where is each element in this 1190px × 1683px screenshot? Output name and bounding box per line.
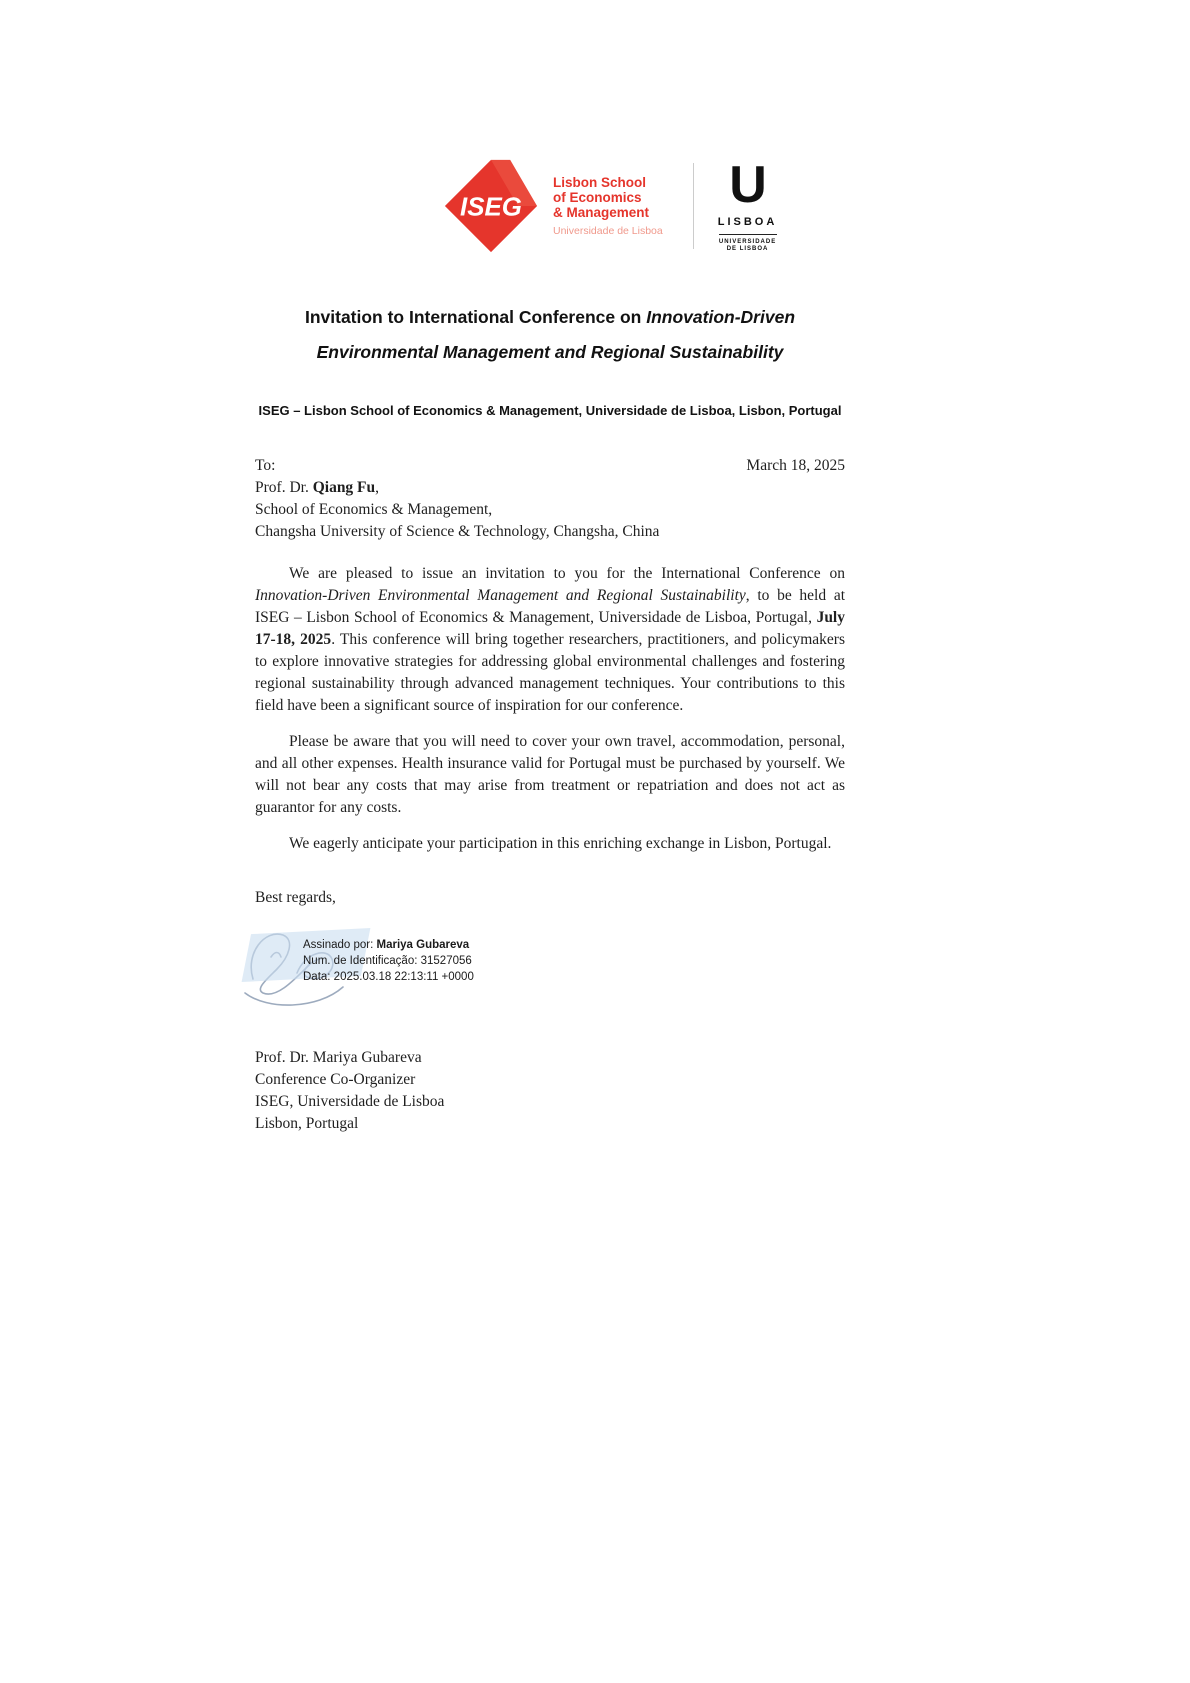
iseg-school-line: of Economics	[553, 190, 642, 205]
iseg-university-sub: Universidade de Lisboa	[553, 225, 663, 237]
document-subtitle: ISEG – Lisbon School of Economics & Management, Universidade de Lisboa, Lisbon, Portugal	[258, 403, 842, 418]
header-logos	[443, 155, 845, 254]
ulisboa-u-letter: U	[729, 155, 766, 214]
recipient-school-line: School of Economics & Management,	[255, 501, 493, 518]
signoff-location: Lisbon, Portugal	[255, 1115, 359, 1132]
iseg-logo-icon	[443, 158, 539, 254]
to-date-row	[255, 455, 845, 477]
recipient-name-line: Prof. Dr. Qiang Fu,	[255, 479, 380, 496]
logo-divider	[693, 163, 694, 249]
iseg-school-line: & Management	[553, 205, 650, 220]
paragraph-expenses: Please be aware that you will need to cover your own travel, accommodation, personal, and all other expenses. Health insurance valid for Portugal must be purchased by yourself. We will not bear any costs that may arise from treatment or repatriation and does not act as guarantor for any costs.	[255, 733, 845, 816]
to-label: To:	[255, 457, 276, 474]
document-title	[255, 300, 845, 370]
stamp-signer-name: Mariya Gubareva	[376, 939, 470, 951]
closing-phrase: Best regards,	[255, 889, 336, 906]
paragraph-anticipation: We eagerly anticipate your participation in this enriching exchange in Lisbon, Portugal.	[289, 835, 832, 852]
signoff-block	[255, 1047, 845, 1135]
signature-area	[255, 915, 845, 1011]
title-line-1: Invitation to International Conference on Innovation-Driven	[304, 307, 796, 327]
signoff-role: Conference Co-Organizer	[255, 1071, 416, 1088]
iseg-school-line: Lisbon School	[553, 175, 646, 190]
paragraph-invitation: We are pleased to issue an invitation to you for the International Conference on Innovation-Driven Environmental Management and Regional Sustainability, to be held at ISEG – Lisbon School of Economics & Management, Universidade de Lisboa, Portugal, July 17-18, 2025. This conference will bring together researchers, practitioners, and policymakers to explore innovative strategies for addressing global environmental challenges and fostering regional sustainability through advanced management techniques. Your contributions to this field have been a significant source of inspiration for our conference.	[255, 565, 845, 714]
stamp-signed-by-label: Assinado por:	[303, 939, 377, 951]
recipient-university-line: Changsha University of Science & Technology, Changsha, China	[255, 523, 660, 540]
iseg-logo-text	[553, 175, 663, 237]
stamp-id-number: Num. de Identificação: 31527056	[303, 955, 472, 967]
title-line-2: Environmental Management and Regional Sustainability	[316, 342, 784, 362]
stamp-date: Data: 2025.03.18 22:13:11 +0000	[303, 971, 474, 983]
signoff-name: Prof. Dr. Mariya Gubareva	[255, 1049, 422, 1066]
ulisboa-rule	[719, 234, 777, 235]
signoff-institution: ISEG, Universidade de Lisboa	[255, 1093, 445, 1110]
iseg-mark-text: ISEG	[460, 193, 522, 222]
ulisboa-sub-line: DE LISBOA	[726, 245, 769, 252]
digital-signature-stamp	[303, 937, 474, 985]
letter-date: March 18, 2025	[746, 457, 845, 474]
letter-body	[255, 455, 845, 1135]
ulisboa-name: LISBOA	[717, 215, 778, 228]
ulisboa-logo	[717, 155, 778, 253]
ulisboa-sub-line: UNIVERSIDADE	[718, 238, 777, 245]
stamp-signed-by	[303, 937, 474, 953]
